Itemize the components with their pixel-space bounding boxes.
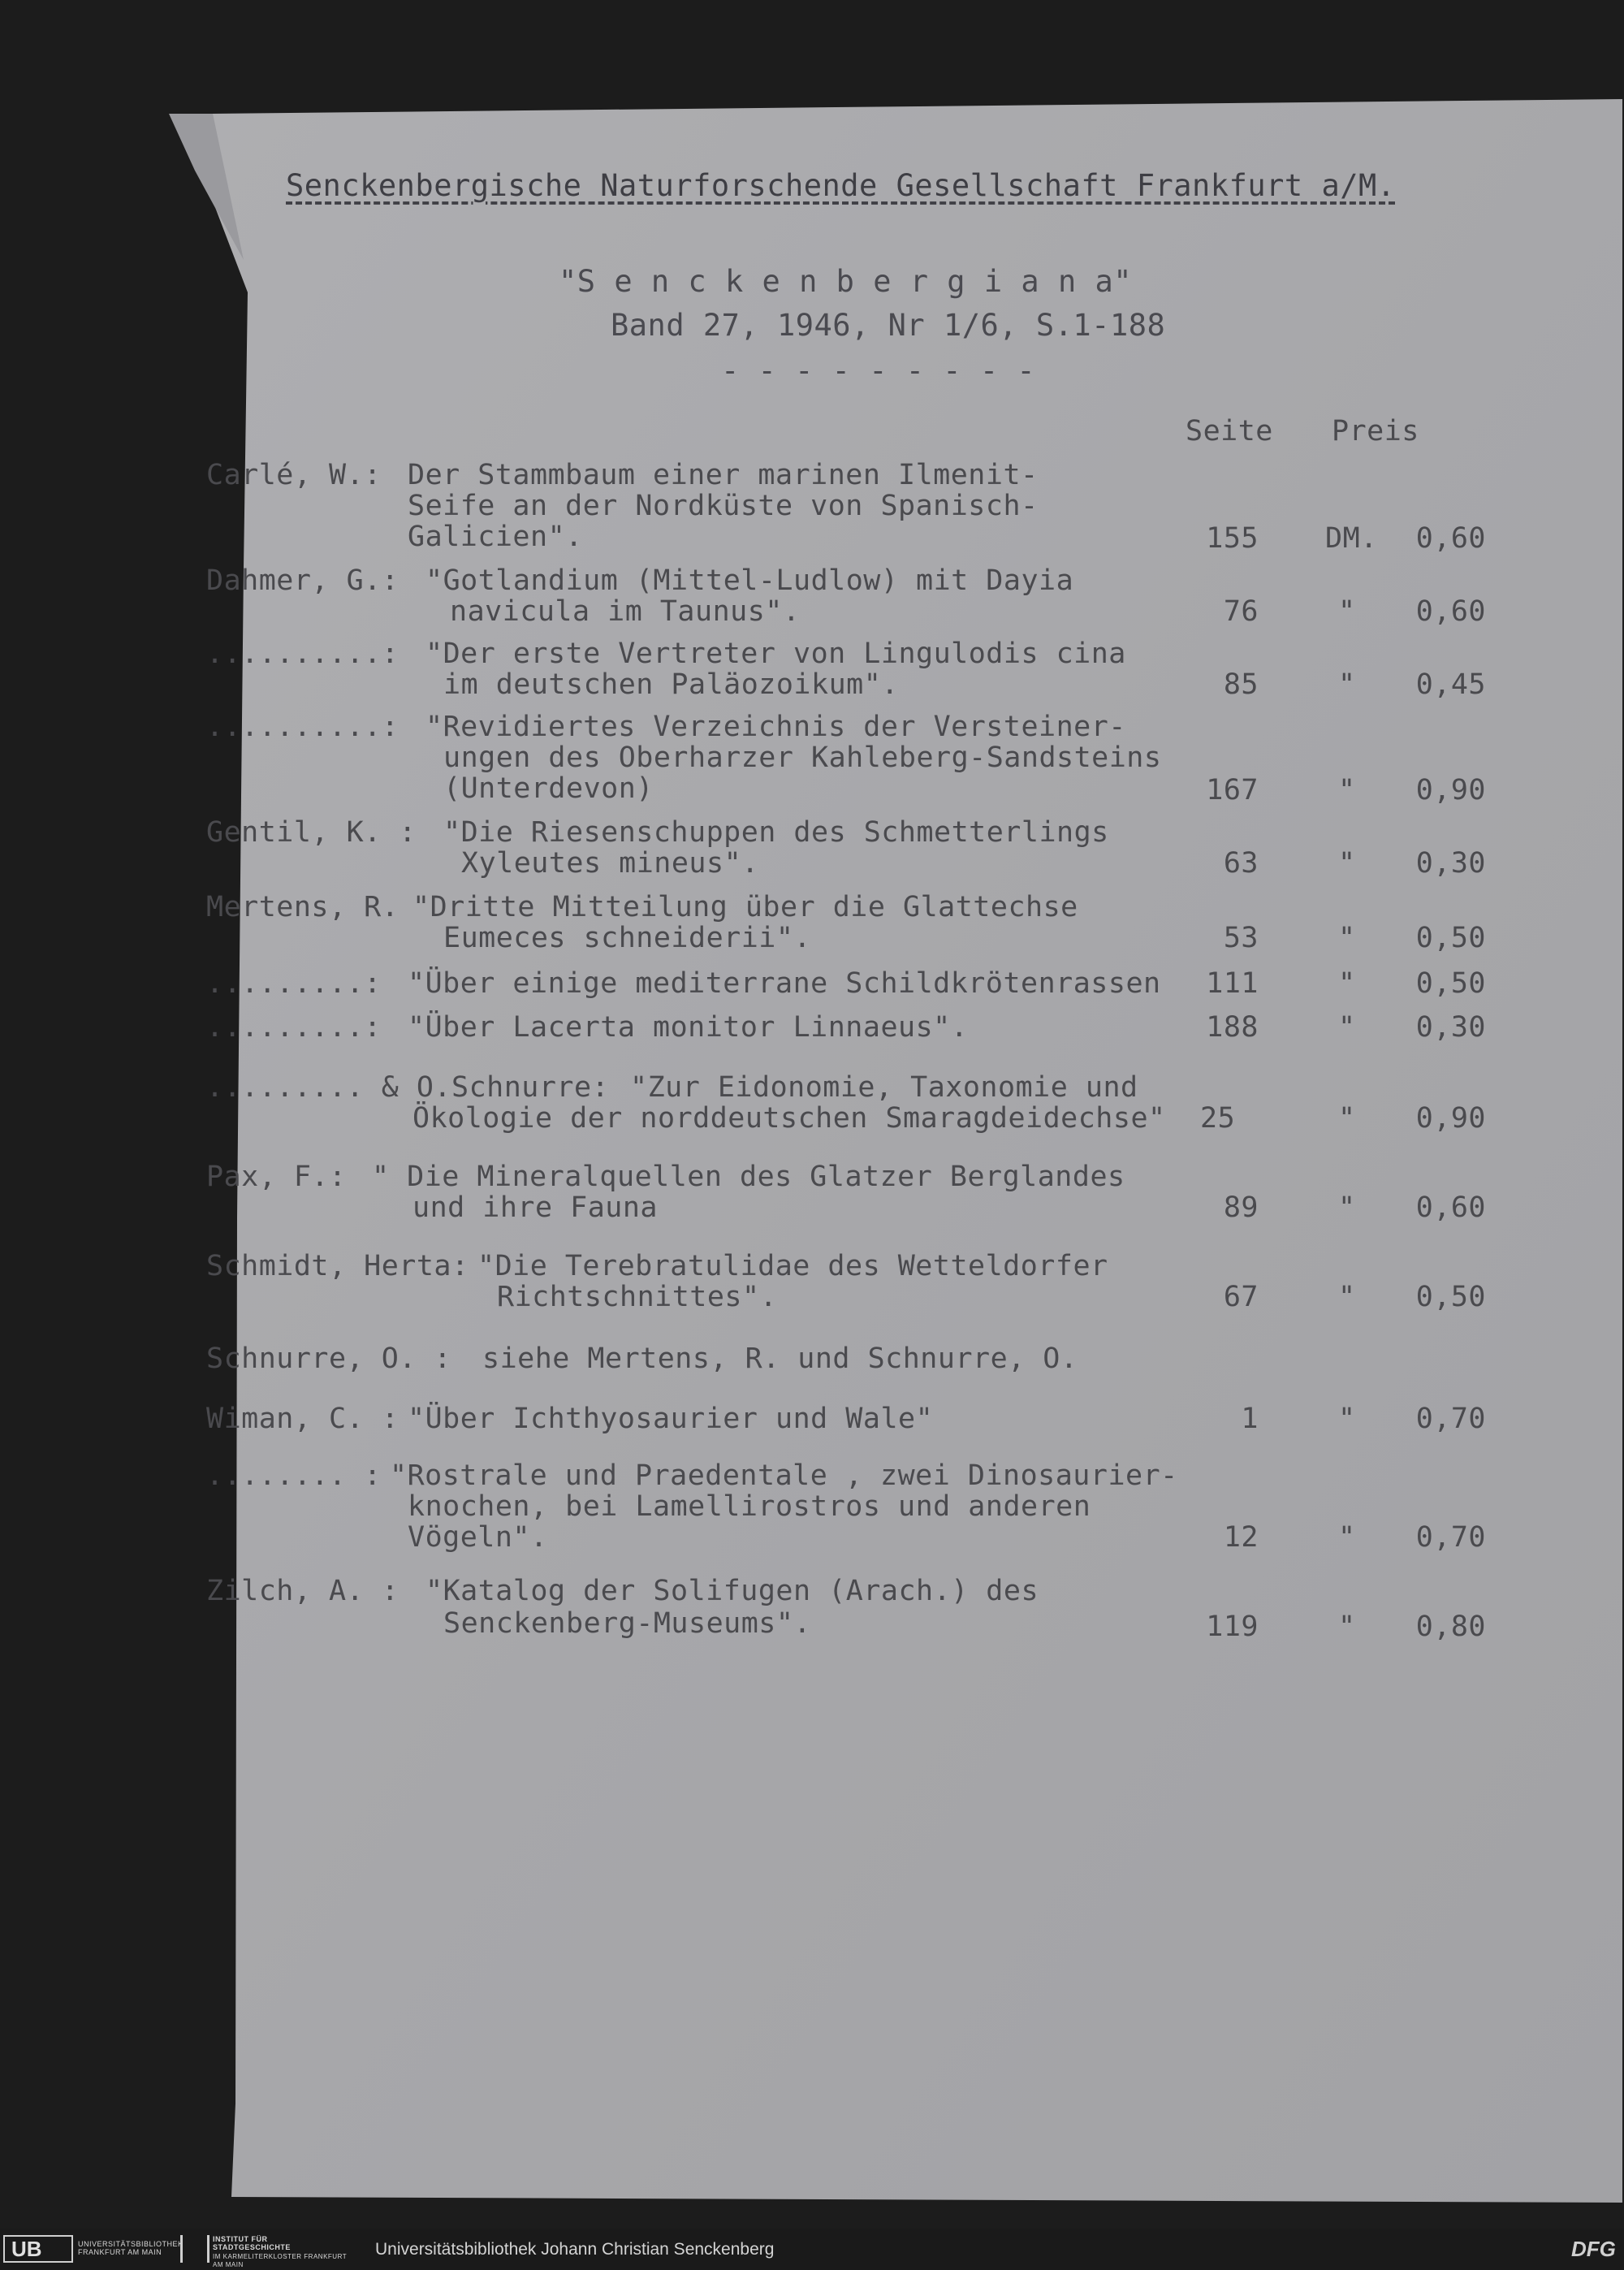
entry-title-line: Richtschnittes". xyxy=(497,1281,778,1313)
entry-currency: " xyxy=(1338,668,1356,701)
entry-page: 188 xyxy=(1206,1011,1259,1044)
entry-currency: " xyxy=(1338,1611,1356,1643)
entry-title-line: knochen, bei Lamellirostros und anderen xyxy=(408,1490,1091,1523)
entry-title-line: Galicien". xyxy=(408,521,583,553)
entry-currency: " xyxy=(1338,1521,1356,1554)
entry-title-line: Xyleutes mineus". xyxy=(461,847,759,880)
entry-title-line: (Unterdevon) xyxy=(443,772,654,805)
entry-price: 0,30 xyxy=(1415,1011,1486,1044)
entry-author: Mertens, R. xyxy=(206,891,400,923)
entry-author: ..........: xyxy=(206,638,400,670)
entry-currency: " xyxy=(1338,1191,1356,1224)
library-name[interactable]: Universitätsbibliothek Johann Christian Senckenberg xyxy=(375,2240,775,2259)
journal-title: "S e n c k e n b e r g i a n a" xyxy=(559,264,1133,299)
entry-price: 0,80 xyxy=(1415,1611,1486,1643)
header-divider: - - - - - - - - - xyxy=(721,353,1036,388)
entry-author: ........ : xyxy=(206,1459,382,1492)
entry-price: 0,60 xyxy=(1415,595,1486,628)
entry-page: 25 xyxy=(1200,1102,1236,1135)
entry-title-line: "Über einige mediterrane Schildkrötenrassen xyxy=(408,967,1161,1000)
entry-price: 0,60 xyxy=(1415,1191,1486,1224)
entry-author: ..........: xyxy=(206,711,400,743)
column-header-page: Seite xyxy=(1186,415,1273,448)
entry-author: Dahmer, G.: xyxy=(206,564,400,597)
entry-author: Wiman, C. : xyxy=(206,1403,400,1435)
entry-title-line: Eumeces schneiderii". xyxy=(443,922,812,954)
entry-page: 63 xyxy=(1223,847,1259,880)
entry-page: 89 xyxy=(1223,1191,1259,1224)
entry-author: Pax, F.: xyxy=(206,1161,347,1193)
isg-title: INSTITUT FÜR STADTGESCHICHTE xyxy=(213,2235,291,2251)
entry-title-line: "Dritte Mitteilung über die Glattechse xyxy=(412,891,1078,923)
entry-title-line: "Die Terebratulidae des Wetteldorfer xyxy=(477,1250,1108,1282)
entry-cross-reference: siehe Mertens, R. und Schnurre, O. xyxy=(482,1343,1078,1375)
entry-title-line: " Die Mineralquellen des Glatzer Berglandes xyxy=(372,1161,1125,1193)
entry-title-line: ungen des Oberharzer Kahleberg-Sandsteins xyxy=(443,742,1162,774)
entry-page: 12 xyxy=(1223,1521,1259,1554)
entry-title-line: "Rostrale und Praedentale , zwei Dinosaurier- xyxy=(390,1459,1178,1492)
entry-currency: " xyxy=(1338,774,1356,806)
isg-emblem-icon xyxy=(180,2235,209,2263)
entry-price: 0,90 xyxy=(1415,774,1486,806)
entry-page: 167 xyxy=(1206,774,1259,806)
entry-currency: " xyxy=(1338,1011,1356,1044)
entry-price: 0,30 xyxy=(1415,847,1486,880)
entry-title-line: und ihre Fauna xyxy=(412,1191,659,1224)
entry-title-line: "Gotlandium (Mittel-Ludlow) mit Dayia xyxy=(425,564,1074,597)
entry-page: 67 xyxy=(1223,1281,1259,1313)
institution-heading: Senckenbergische Naturforschende Gesellschaft Frankfurt a/M. xyxy=(286,168,1396,203)
entry-title-line: im deutschen Paläozoikum". xyxy=(443,668,899,701)
entry-page: 76 xyxy=(1223,595,1259,628)
entry-title-line: "Über Lacerta monitor Linnaeus". xyxy=(408,1011,969,1044)
entry-title-line: "Katalog der Solifugen (Arach.) des xyxy=(425,1575,1039,1607)
ub-subtitle: UNIVERSITÄTSBIBLIOTHEK FRANKFURT AM MAIN xyxy=(78,2240,184,2256)
entry-currency: " xyxy=(1338,595,1356,628)
entry-title-line: Senckenberg-Museums". xyxy=(443,1607,812,1640)
entry-author: ......... & O.Schnurre: xyxy=(206,1071,610,1104)
entry-price: 0,70 xyxy=(1415,1521,1486,1554)
dfg-logo[interactable]: DFG xyxy=(1571,2237,1616,2261)
entry-price: 0,50 xyxy=(1415,967,1486,1000)
entry-page: 119 xyxy=(1206,1611,1259,1643)
entry-price: 0,70 xyxy=(1415,1403,1486,1435)
entry-title-line: "Über Ichthyosaurier und Wale" xyxy=(408,1403,934,1435)
entry-currency: " xyxy=(1338,922,1356,954)
entry-title-line: navicula im Taunus". xyxy=(450,595,801,628)
viewer-footer xyxy=(0,2229,1624,2270)
entry-title-line: "Zur Eidonomie, Taxonomie und xyxy=(630,1071,1138,1104)
entry-page: 53 xyxy=(1223,922,1259,954)
entry-currency: " xyxy=(1338,967,1356,1000)
entry-currency: " xyxy=(1338,847,1356,880)
entry-title-line: "Der erste Vertreter von Lingulodis cina xyxy=(425,638,1126,670)
entry-page: 1 xyxy=(1241,1403,1259,1435)
entry-author: Schnurre, O. : xyxy=(206,1343,452,1375)
entry-currency: DM. xyxy=(1325,522,1378,555)
entry-price: 0,90 xyxy=(1415,1102,1486,1135)
entry-page: 155 xyxy=(1206,522,1259,555)
isg-subtitle: IM KARMELITERKLOSTER FRANKFURT AM MAIN xyxy=(213,2253,347,2268)
entry-currency: " xyxy=(1338,1281,1356,1313)
ub-logo[interactable] xyxy=(3,2235,73,2263)
entry-price: 0,45 xyxy=(1415,668,1486,701)
entry-title-line: Ökologie der norddeutschen Smaragdeidechse" xyxy=(412,1102,1166,1135)
entry-title-line: Der Stammbaum einer marinen Ilmenit- xyxy=(408,459,1039,491)
ub-logo-text: UB xyxy=(11,2237,42,2261)
entry-price: 0,60 xyxy=(1415,522,1486,555)
entry-page: 85 xyxy=(1223,668,1259,701)
entry-author: .........: xyxy=(206,1011,382,1044)
entry-price: 0,50 xyxy=(1415,922,1486,954)
entry-title-line: Seife an der Nordküste von Spanisch- xyxy=(408,490,1039,522)
entry-author: Zilch, A. : xyxy=(206,1575,400,1607)
volume-line: Band 27, 1946, Nr 1/6, S.1-188 xyxy=(611,308,1166,343)
entry-title-line: "Revidiertes Verzeichnis der Versteiner- xyxy=(425,711,1126,743)
entry-author: Schmidt, Herta: xyxy=(206,1250,469,1282)
entry-price: 0,50 xyxy=(1415,1281,1486,1313)
entry-title-line: "Die Riesenschuppen des Schmetterlings xyxy=(443,816,1109,849)
entry-author: Gentil, K. : xyxy=(206,816,417,849)
entry-title-line: Vögeln". xyxy=(408,1521,548,1554)
entry-currency: " xyxy=(1338,1403,1356,1435)
entry-page: 111 xyxy=(1206,967,1259,1000)
entry-currency: " xyxy=(1338,1102,1356,1135)
entry-author: Carlé, W.: xyxy=(206,459,382,491)
column-header-price: Preis xyxy=(1332,415,1419,448)
entry-author: .........: xyxy=(206,967,382,1000)
